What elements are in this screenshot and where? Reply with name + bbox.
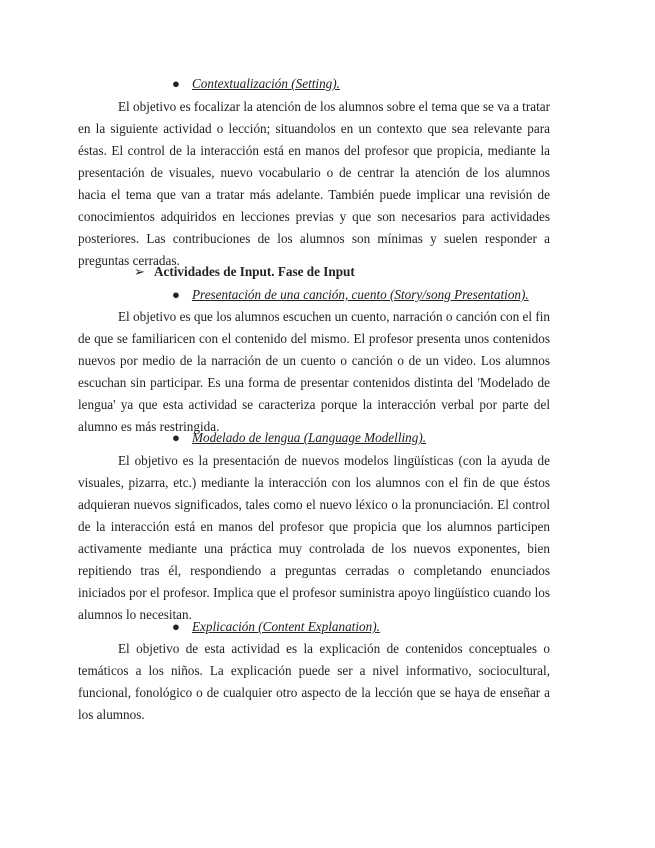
bullet-icon: ●	[172, 430, 180, 445]
bullet-icon: ●	[172, 619, 180, 634]
setting-bullet-title	[172, 76, 340, 92]
modelling-bullet-title	[172, 430, 426, 446]
modelling-title: Modelado de lengua (Language Modelling).	[192, 430, 427, 445]
modelling-paragraph	[78, 450, 550, 626]
explanation-body: El objetivo de esta actividad es la explicación de contenidos conceptuales o temáticos a los niños. La explicación puede ser a nivel informativo, sociocultural, funcional, fonológico o de cualquier otro aspecto de la lección que se haya de enseñar a los alumnos.	[78, 641, 550, 722]
bullet-icon: ●	[172, 287, 180, 302]
explanation-bullet-title	[172, 619, 380, 635]
arrow-bullet-icon: ➢	[134, 264, 146, 279]
setting-paragraph	[78, 96, 550, 272]
modelling-body: El objetivo es la presentación de nuevos modelos lingüísticas (con la ayuda de visuales, pizarra, etc.) mediante la interacción con los alumnos con el fin de que éstos adquieran nuevos significados, tales como el nuevo léxico o la pronunciación. El control de la interacción está en manos del profesor que propicia que los alumnos participen activamente mediante una práctica muy controlada de los nuevos exponentes, bien repitiendo tras él, respondiendo a preguntas cerradas o completando enunciados iniciados por el profesor. Implica que el profesor suministra apoyo lingüístico cuando los alumnos lo necesitan.	[78, 453, 550, 622]
explanation-paragraph	[78, 638, 550, 726]
story-title: Presentación de una canción, cuento (Story/song Presentation).	[192, 287, 529, 302]
setting-title: Contextualización (Setting).	[192, 76, 340, 91]
input-heading-text: Actividades de Input. Fase de Input	[154, 264, 355, 279]
setting-body: El objetivo es focalizar la atención de los alumnos sobre el tema que se va a tratar en la siguiente actividad o lección; situandolos en un contexto que sea relevante para éstas. El control de la interacción está en manos del profesor que propicia, mediante la presentación de visuales, nuevo vocabulario o de centrar la atención de los alumnos hacia el tema que van a tratar más adelante. También puede implicar una revisión de conocimientos adquiridos en lecciones previas y que son necesarios para actividades posteriores. Las contribuciones de los alumnos son mínimas y suelen responder a preguntas cerradas.	[78, 99, 550, 268]
story-paragraph	[78, 306, 550, 438]
explanation-title: Explicación (Content Explanation).	[192, 619, 380, 634]
bullet-icon: ●	[172, 76, 180, 91]
story-bullet-title	[172, 287, 529, 303]
input-section-heading	[134, 264, 355, 280]
story-body: El objetivo es que los alumnos escuchen un cuento, narración o canción con el fin de que se familiaricen con el contenido del mismo. El profesor presenta unos contenidos nuevos por medio de la narración de un cuento o canción o de un video. Los alumnos escuchan sin participar. Es una forma de presentar contenidos distinta del 'Modelado de lengua' ya que esta actividad se caracteriza porque la interacción verbal por parte del alumno es más restringida.	[78, 309, 550, 434]
